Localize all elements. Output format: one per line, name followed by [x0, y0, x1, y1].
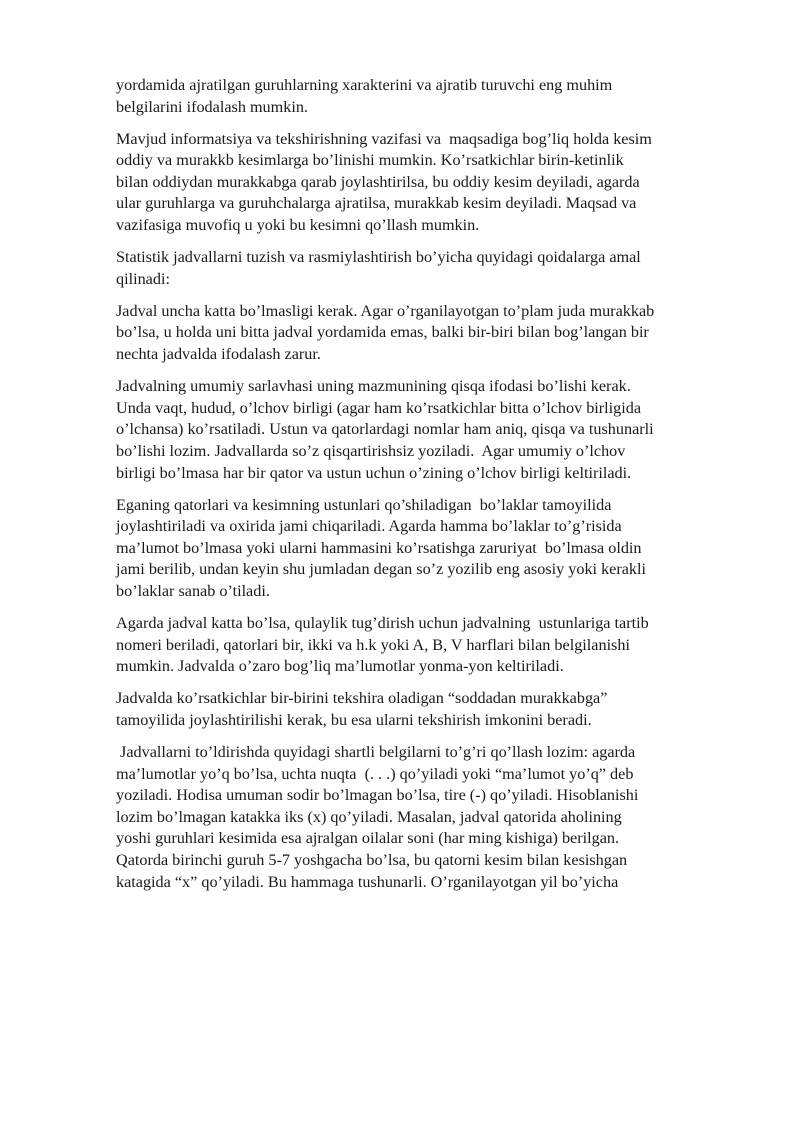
- text-line: Agarda jadval katta bo’lsa, qulaylik tug’dirish uchun jadvalning ustunlariga tartib: [116, 614, 649, 633]
- document-body: [116, 75, 746, 904]
- paragraph-4: [116, 301, 746, 366]
- text-line: Jadval uncha katta bo’lmasligi kerak. Agar o’rganilayotgan to’plam juda murakkab: [116, 301, 655, 320]
- text-line: katagida “x” qo’yiladi. Bu hammaga tushunarli. O’rganilayotgan yil bo’yicha: [116, 872, 619, 891]
- text-line: Eganing qatorlari va kesimning ustunlari qo’shiladigan bo’laklar tamoyilida: [116, 495, 612, 514]
- text-line: Jadvallarni to’ldirishda quyidagi shartli belgilarni to’g’ri qo’llash lozim: agarda: [116, 743, 636, 762]
- paragraph-3: [116, 247, 746, 290]
- text-line: yoshi guruhlari kesimida esa ajralgan oilalar soni (har ming kishiga) berilgan.: [116, 829, 620, 848]
- text-line: bo’lsa, u holda uni bitta jadval yordamida emas, balki bir-biri bilan bog’langan bir: [116, 323, 649, 342]
- text-line: bo’lishi lozim. Jadvallarda so’z qisqartirishsiz yoziladi. Agar umumiy o’lchov: [116, 441, 626, 460]
- paragraph-9: [116, 742, 746, 893]
- text-line: oddiy va murakkb kesimlarga bo’linishi mumkin. Ko’rsatkichlar birin-ketinlik: [116, 151, 624, 170]
- text-line: nechta jadvalda ifodalash zarur.: [116, 345, 321, 364]
- text-line: Mavjud informatsiya va tekshirishning vazifasi va maqsadiga bog’liq holda kesim: [116, 129, 652, 148]
- text-line: joylashtiriladi va oxirida jami chiqariladi. Agarda hamma bo’laklar to’g’risida: [116, 517, 622, 536]
- text-line: yordamida ajratilgan guruhlarning xarakterini va ajratib turuvchi eng muhim: [116, 76, 613, 94]
- text-line: vazifasiga muvofiq u yoki bu kesimni qo’llash mumkin.: [116, 216, 480, 235]
- text-line: belgilarini ifodalash mumkin.: [116, 97, 308, 116]
- text-line: tamoyilida joylashtirilishi kerak, bu esa ularni tekshirish imkonini beradi.: [116, 710, 592, 729]
- text-line: qilinadi:: [116, 269, 170, 288]
- text-line: Qatorda birinchi guruh 5-7 yoshgacha bo’lsa, bu qatorni kesim bilan kesishgan: [116, 851, 628, 869]
- paragraph-6: [116, 495, 746, 603]
- paragraph-2: [116, 129, 746, 237]
- text-line: Statistik jadvallarni tuzish va rasmiylashtirish bo’yicha quyidagi qoidalarga amal: [116, 248, 641, 267]
- text-line: birligi bo’lmasa har bir qator va ustun uchun o’zining o’lchov birligi keltiriladi.: [116, 463, 632, 482]
- text-line: bo’laklar sanab o’tiladi.: [116, 581, 270, 600]
- text-line: Jadvalda ko’rsatkichlar bir-birini tekshira oladigan “soddadan murakkabga”: [116, 689, 608, 708]
- paragraph-5: [116, 376, 746, 484]
- text-line: yoziladi. Hodisa umuman sodir bo’lmagan bo’lsa, tire (-) qo’yiladi. Hisoblanishi: [116, 786, 639, 805]
- text-line: o’lchansa) ko’rsatiladi. Ustun va qatorlardagi nomlar ham aniq, qisqa va tushunarli: [116, 420, 654, 439]
- paragraph-7: [116, 613, 746, 678]
- text-line: bilan oddiydan murakkabga qarab joylashtirilsa, bu oddiy kesim deyiladi, agarda: [116, 172, 640, 191]
- text-line: jami berilib, undan keyin shu jumladan degan so’z yozilib eng asosiy yoki kerakli: [116, 560, 647, 579]
- text-line: ular guruhlarga va guruhchalarga ajratilsa, murakkab kesim deyiladi. Maqsad va: [116, 194, 637, 213]
- text-line: lozim bo’lmagan katakka iks (x) qo’yiladi. Masalan, jadval qatorida aholining: [116, 807, 622, 826]
- text-line: ma’lumotlar yo’q bo’lsa, uchta nuqta (. . .) qo’yiladi yoki “ma’lumot yo’q” deb: [116, 764, 634, 783]
- text-line: Jadvalning umumiy sarlavhasi uning mazmunining qisqa ifodasi bo’lishi kerak.: [116, 377, 631, 396]
- text-line: nomeri beriladi, qatorlari bir, ikki va h.k yoki A, B, V harflari bilan belgilanishi: [116, 635, 630, 654]
- text-line: Unda vaqt, hudud, o’lchov birligi (agar ham ko’rsatkichlar bitta o’lchov birligida: [116, 398, 642, 417]
- paragraph-8: [116, 688, 746, 731]
- text-line: mumkin. Jadvalda o’zaro bog’liq ma’lumotlar yonma-yon keltiriladi.: [116, 657, 564, 676]
- paragraph-1: [116, 75, 746, 118]
- text-line: ma’lumot bo’lmasa yoki ularni hammasini ko’rsatishga zaruriyat bo’lmasa oldin: [116, 538, 642, 557]
